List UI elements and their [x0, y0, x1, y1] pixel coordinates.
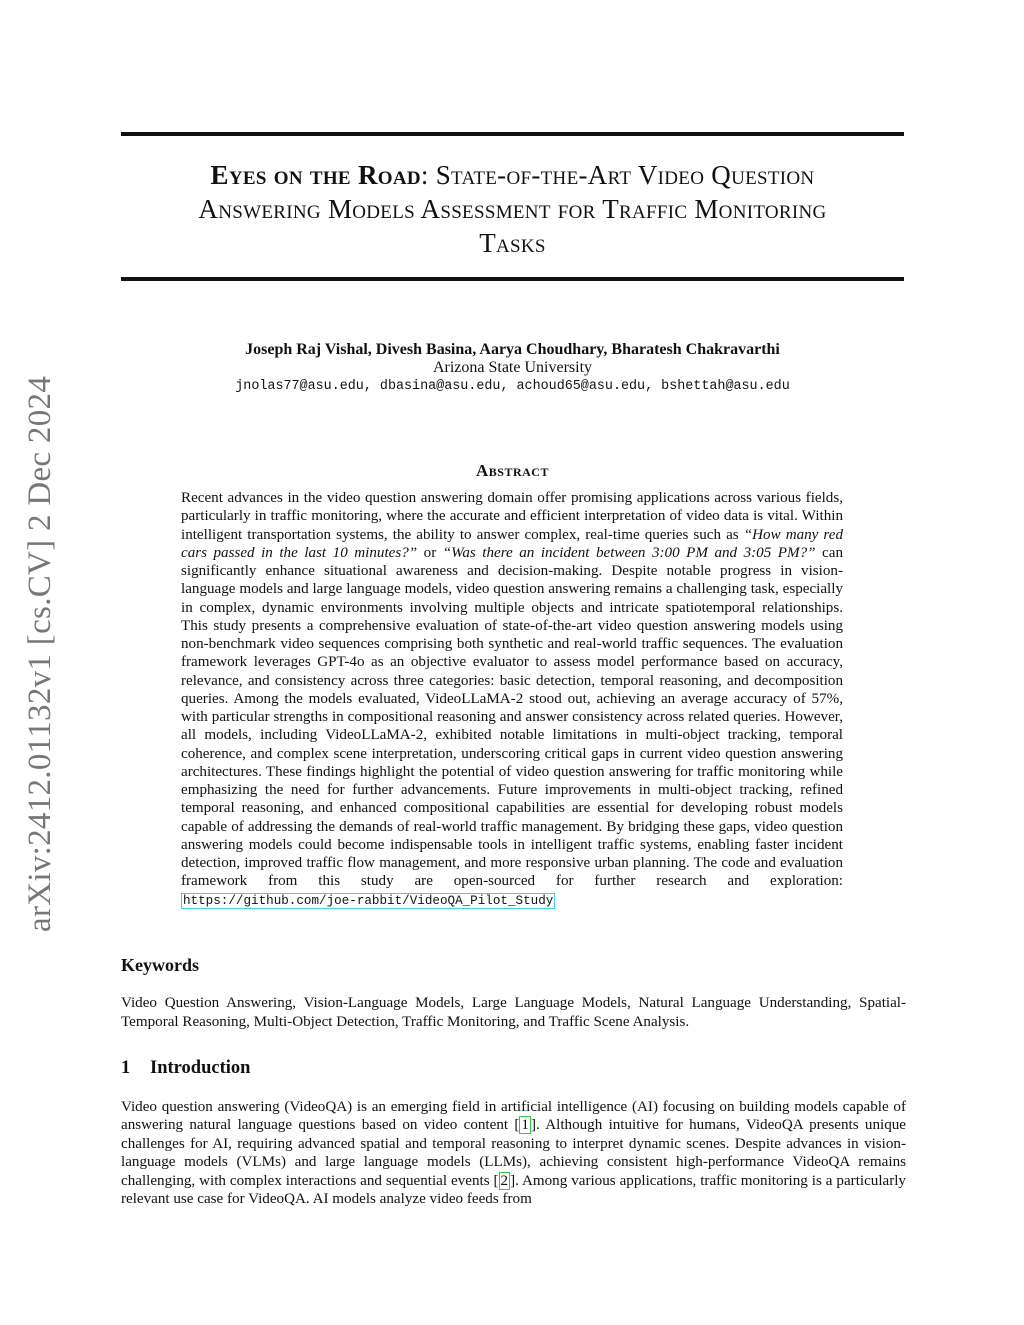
author-list: Joseph Raj Vishal, Divesh Basina, Aarya Choudhary, Bharatesh Chakravarthi [245, 341, 780, 358]
title-top-rule [121, 132, 904, 136]
abstract-quote-1: “How many red cars passed in the last 10 minutes?” [181, 526, 843, 561]
paper-title [110, 158, 915, 260]
introduction-body [121, 1098, 906, 1208]
arxiv-stamp: arXiv:2412.01132v1 [cs.CV] 2 Dec 2024 [22, 375, 58, 932]
section-title: Introduction [150, 1058, 251, 1078]
abstract-text-3: can significantly enhance situational awareness and decision-making. Despite notable progress in vision-language models and large language models, video question answering remains a challenging task, especially in complex, dynamic environments involving multiple objects and intricate spatiotemporal relationships. This study presents a comprehensive evaluation of state-of-the-art video question answering models using non-benchmark video sequences comprising both synthetic and real-world traffic sequences. The evaluation framework leverages GPT-4o as an objective evaluator to assess model performance based on accuracy, relevance, and consistency across three categories: basic detection, temporal reasoning, and decomposition queries. Among the models evaluated, VideoLLaMA-2 stood out, achieving an average accuracy of 57%, with particular strengths in compositional reasoning and answer consistency across related queries. However, all models, including VideoLLaMA-2, exhibited notable limitations in multi-object tracking, temporal coherence, and complex scene interpretation, underscoring critical gaps in current video question answering architectures. These findings highlight the potential of video question answering for traffic monitoring while emphasizing the need for further advancements. Future improvements in multi-object tracking, refined temporal reasoning, and enhanced compositional capabilities are essential for developing robust models capable of addressing the demands of real-world traffic management. By bridging these gaps, video question answering models could become indispensable tools in intelligent traffic systems, enabling faster incident detection, improved traffic flow management, and more responsive urban planning. The code and evaluation framework from this study are open-sourced for further research and exploration: [181, 544, 843, 890]
title-bottom-rule [121, 277, 904, 281]
affiliation: Arizona State University [432, 359, 593, 376]
keywords-text: Video Question Answering, Vision-Language Models, Large Language Models, Natural Language Understanding, Spatial-Temporal Reasoning, Multi-Object Detection, Traffic Monitoring, and Traffic Scene Analysis. [121, 995, 906, 1030]
title-line-1-rest: : State-of-the-Art Video Question [420, 160, 815, 190]
keywords-heading: Keywords [121, 955, 199, 975]
title-line-2: Answering Models Assessment for Traffic Monitoring [198, 194, 827, 224]
intro-text-2: ]. Although intuitive for humans, VideoQA presents unique challenges for AI, requiring advanced spatial and temporal reasoning to interpret dynamic scenes. Despite advances in vision-language models (VLMs) and large language models (LLMs), achieving consistent high-performance VideoQA remains challenging, with complex interactions and sequential events [ [121, 1117, 906, 1189]
abstract-heading: Abstract [476, 461, 549, 480]
author-emails: jnolas77@asu.edu, dbasina@asu.edu, achoud65@asu.edu, bshettah@asu.edu [235, 379, 790, 394]
github-link[interactable]: https://github.com/joe-rabbit/VideoQA_Pilot_Study [183, 893, 554, 908]
introduction-heading [121, 1058, 250, 1079]
intro-text-3: ]. Among various applications, traffic monitoring is a particularly relevant use case for VideoQA. AI models analyze video feeds from [121, 1172, 906, 1208]
title-emphasis: Eyes on the Road [210, 160, 421, 190]
section-number: 1 [121, 1058, 131, 1078]
abstract-body [181, 489, 843, 910]
abstract-text-2: or [417, 544, 443, 561]
citation-link-2[interactable]: 2 [500, 1172, 509, 1189]
title-line-1 [110, 158, 915, 192]
abstract-text-1: Recent advances in the video question answering domain offer promising applications across various fields, particularly in traffic monitoring, where the accurate and efficient interpretation of video data is vital. Within intelligent transportation systems, the ability to answer complex, real-time queries such as [181, 490, 843, 543]
abstract-quote-2: “Was there an incident between 3:00 PM and 3:05 PM?” [442, 544, 816, 561]
citation-link-1[interactable]: 1 [521, 1117, 529, 1134]
intro-text-1: Video question answering (VideoQA) is an emerging field in artificial intelligence (AI) focusing on building models capable of answering natural language questions based on video content [ [121, 1099, 906, 1134]
title-line-3: Tasks [479, 228, 546, 258]
